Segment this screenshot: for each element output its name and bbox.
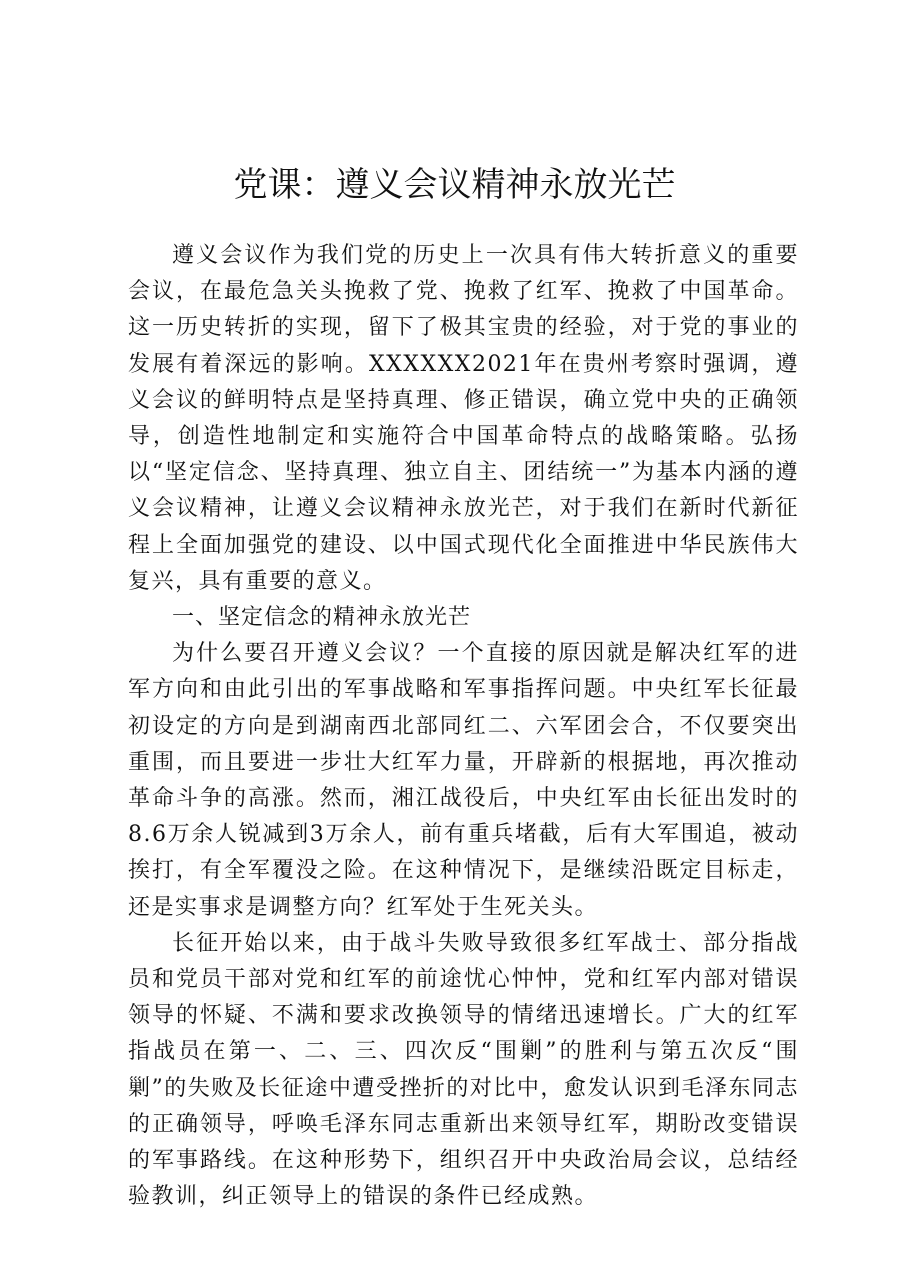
document-title: 党课：遵义会议精神永放光芒 [233, 165, 676, 205]
section-heading-1: 一、坚定信念的精神永放光芒 [172, 605, 472, 631]
intro-paragraph: 遵义会议作为我们党的历史上一次具有伟大转折意义的重要会议，在最危急关头挽救了党、挽救了红军、挽救了中国革命。这一历史转折的实现，留下了极其宝贵的经验，对于党的事业的发展有着深远的影响。XXXXXX2021年在贵州考察时强调，遵义会议的鲜明特点是坚持真理、修正错误，确立党中央的正确领导，创造性地制定和实施符合中国革命特点的战略策略。弘扬以“坚定信念、坚持真理、独立自主、团结统一”为基本内涵的遵义会议精神，让遵义会议精神永放光芒，对于我们在新时代新征程上全面加强党的建设、以中国式现代化全面推进中华民族伟大复兴，具有重要的意义。 [128, 243, 799, 594]
document-body [128, 238, 799, 1215]
section-1-paragraph-1: 为什么要召开遵义会议？一个直接的原因就是解决红军的进军方向和由此引出的军事战略和军事指挥问题。中央红军长征最初设定的方向是到湖南西北部同红二、六军团会合，不仅要突出重围，而且要进一步壮大红军力量，开辟新的根据地，再次推动革命斗争的高涨。然而，湘江战役后，中央红军由长征出发时的8.6万余人锐减到3万余人，前有重兵堵截，后有大军围追，被动挨打，有全军覆没之险。在这种情况下，是继续沿既定目标走，还是实事求是调整方向？红军处于生死关头。 [128, 641, 799, 920]
section-1-paragraph-2: 长征开始以来，由于战斗失败导致很多红军战士、部分指战员和党员干部对党和红军的前途忧心忡忡，党和红军内部对错误领导的怀疑、不满和要求改换领导的情绪迅速增长。广大的红军指战员在第一、二、三、四次反“围剿”的胜利与第五次反“围剿”的失败及长征途中遭受挫折的对比中，愈发认识到毛泽东同志的正确领导，呼唤毛泽东同志重新出来领导红军，期盼改变错误的军事路线。在这种形势下，组织召开中央政治局会议，总结经验教训，纠正领导上的错误的条件已经成熟。 [128, 930, 799, 1210]
